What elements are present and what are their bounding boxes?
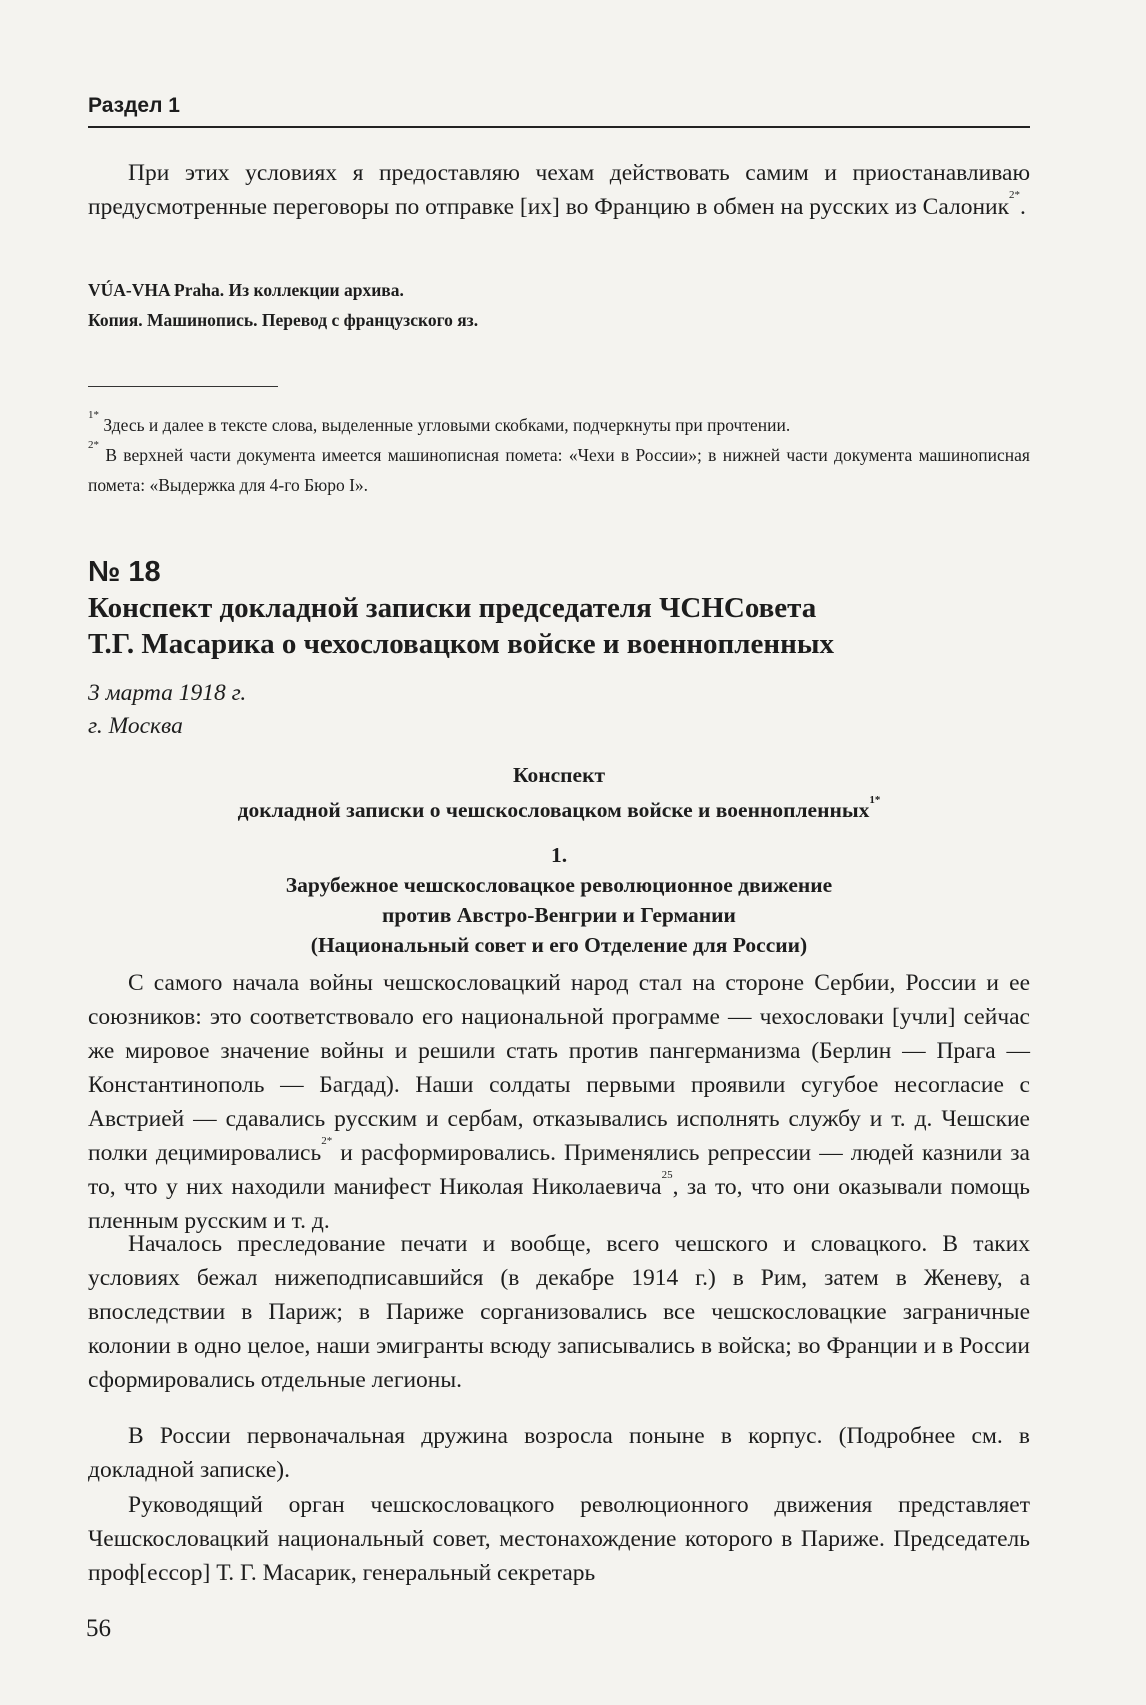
chapter-title-line-3: (Национальный совет и его Отделение для России) bbox=[310, 933, 808, 957]
conspect-heading: Конспект bbox=[512, 763, 606, 787]
chapter-number: 1. bbox=[550, 843, 568, 867]
chapter-title-line-2: против Австро-Венгрии и Германии bbox=[382, 903, 736, 927]
body-paragraph-1: С самого начала войны чешскословацкий народ стал на стороне Сербии, России и ее союзников: это соответствовало его национальной программе — чехословаки [учли] сейчас же мировое значение войны и решили стать против пангерманизма (Берлин — Прага — Константинополь — Багдад). Наши солдаты первыми проявили сугубое несогласие с Австрией — сдавались русским и сербам, отказывались исполнять службу и т. д. Чешские полки децимировались$^{2*}$ и расформировались. Применялись репрессии — людей казнили за то, что у них находили манифест Николая Николаевича$^{25}$, за то, что они оказывали помощь пленным русским и т. д. bbox=[88, 970, 1030, 1234]
continued-paragraph: При этих условиях я предоставляю чехам действовать самим и приостанавливаю предусмотренные переговоры по отправке [их] во Францию в обмен на русских из Салоник$^{2*}$. bbox=[88, 160, 1030, 220]
footnote-rule bbox=[88, 386, 278, 387]
header-rule bbox=[88, 126, 1030, 128]
document-date: 3 марта 1918 г. bbox=[88, 680, 247, 706]
document-place: г. Москва bbox=[88, 713, 183, 739]
body-paragraph-3: В России первоначальная дружина возросла поныне в корпус. (Подробнее см. в докладной записке). bbox=[88, 1423, 1030, 1483]
footnote-1: $^{1*}$ Здесь и далее в тексте слова, выделенные угловыми скобками, подчеркнуты при прочтении. bbox=[88, 408, 791, 435]
page-number: 56 bbox=[86, 1615, 111, 1642]
footnote-2: $^{2*}$ В верхней части документа имеется машинописная помета: «Чехи в России»; в нижней части документа машинописная помета: «Выдержка для 4-го Бюро I». bbox=[88, 438, 1030, 495]
body-paragraph-4: Руководящий орган чешскословацкого революционного движения представляет Чешскословацкий национальный совет, местонахождение которого в Париже. Председатель проф[ессор] Т. Г. Масарик, генеральный секретарь bbox=[88, 1492, 1030, 1586]
document-number: № 18 bbox=[88, 556, 161, 588]
running-head: Раздел 1 bbox=[88, 94, 180, 117]
document-title: Конспект докладной записки председателя ЧСНСовета Т.Г. Масарика о чехословацком войске и военнопленных bbox=[88, 592, 834, 660]
chapter-title-line-1: Зарубежное чешскословацкое революционное движение bbox=[285, 873, 833, 897]
conspect-subheading: докладной записки о чешскословацком войске и военнопленных$^{1*}$ bbox=[237, 794, 881, 822]
footnote-ref: 2* bbox=[1009, 189, 1021, 201]
source-archive: VÚA-VHA Praha. Из коллекции архива. bbox=[88, 280, 404, 300]
body-paragraph-2: Началось преследование печати и вообще, всего чешского и словацкого. В таких условиях бежал нижеподписавшийся (в декабре 1914 г.) в Рим, затем в Женеву, а впоследствии в Париж; в Париже сорганизовались все чешскословацкие заграничные колонии в одно целое, наши эмигранты всюду записывались в войска; во Франции и в России сформировались отдельные легионы. bbox=[88, 1231, 1030, 1393]
source-copy: Копия. Машинопись. Перевод с французского яз. bbox=[88, 310, 479, 330]
